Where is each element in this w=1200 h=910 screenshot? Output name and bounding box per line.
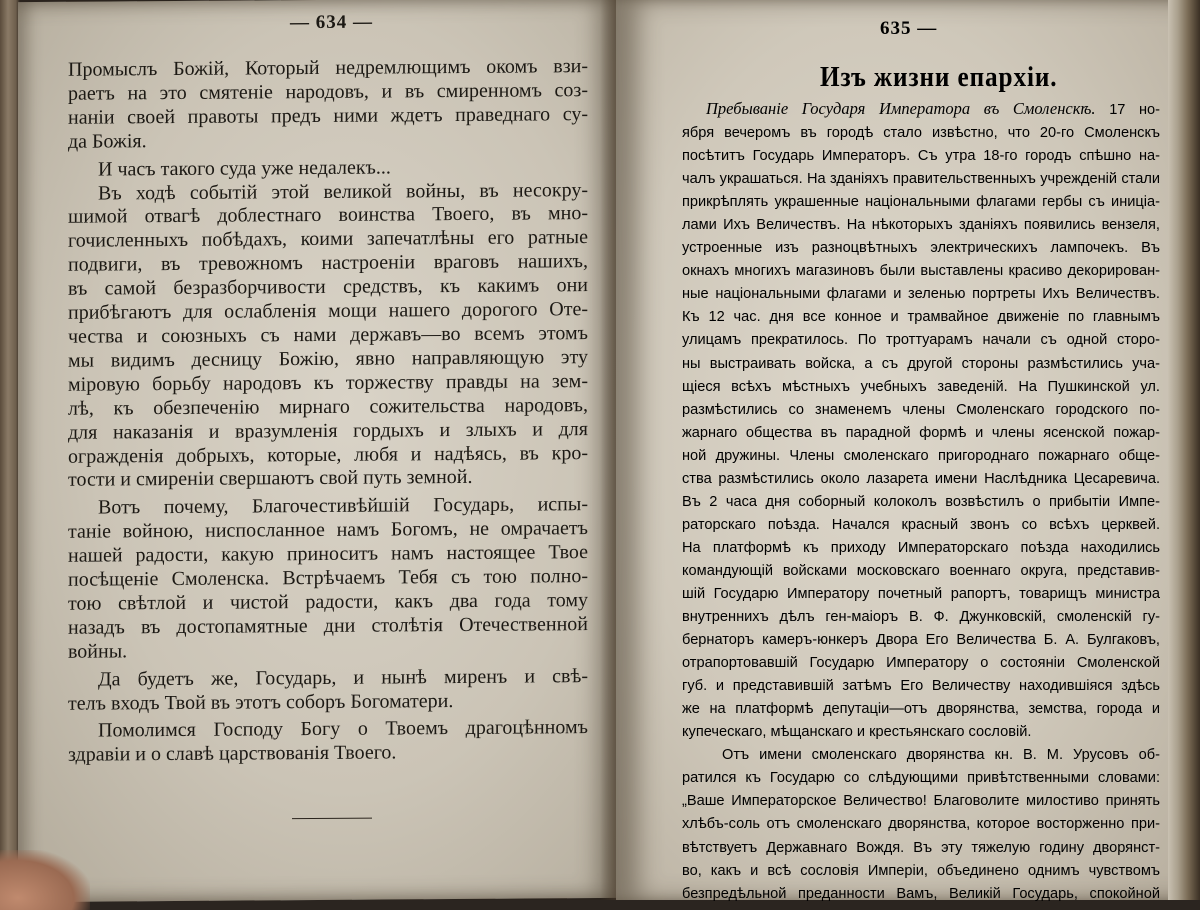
text-line: купеческаго, мѣщанскаго и крестьянскаго сословій. — [682, 724, 1032, 741]
text-line: назадъ въ достопамятные дни столѣтія Отечественной — [68, 612, 588, 639]
text-line: Отъ имени смоленскаго дворянства кн. В. М. Урусовъ об- — [722, 747, 1160, 764]
page-stack-edge — [1168, 0, 1200, 900]
text-line: тости и смиреніи свершаютъ свой путь земной. — [68, 466, 473, 492]
text-line: бернаторъ камеръ-юнкеръ Двора Его Величества Б. А. Булгаковъ, — [682, 632, 1160, 649]
text-line: раторскаго поѣзда. Начался красный звонъ со всѣхъ церквей. — [682, 516, 1160, 533]
text-line: чества и союзныхъ съ нами державъ—во всемъ этомъ — [68, 322, 588, 348]
text-line: „Ваше Императорское Величество! Благоволите милостиво принять — [682, 793, 1160, 810]
text-line: тою свѣтлой и чистой радости, какъ два года тому — [68, 589, 588, 615]
left-page-number: — 634 — — [290, 11, 373, 34]
text-line: здравіи и о славѣ царствованія Твоего. — [68, 741, 397, 767]
text-line: мы видимъ десницу Божію, явно направляющую эту — [68, 345, 588, 372]
text-line: командующій войсками московскаго военнаго округа, представив- — [682, 562, 1160, 579]
text-line: губ. и представившій затѣмъ Его Величеству находившіяся здѣсь — [682, 678, 1160, 695]
text-line: чалъ украшаться. На зданіяхъ правительственныхъ учрежденій стали — [682, 171, 1160, 188]
end-rule — [292, 818, 372, 820]
text-line: во, какъ и всѣ сословія Имперіи, объединено однимъ чувствомъ — [682, 862, 1160, 879]
text-line: ября вечеромъ въ городѣ стало извѣстно, что 20-го Смоленскъ — [682, 125, 1160, 142]
text-line: окнахъ многихъ магазиновъ были выставлены красиво декорирован- — [682, 263, 1160, 280]
text-line: лѣ, къ обезпеченію мирнаго сожительства народовъ, — [68, 393, 588, 420]
right-page-body — [682, 97, 1160, 906]
thumb — [0, 850, 90, 910]
text-line: безпредѣльной преданности Вамъ, Великій Государь, спокойной — [682, 885, 1160, 902]
text-line: да Божія. — [68, 129, 147, 153]
text-line: ства размѣстились около лазарета имени Наслѣдника Цесаревича. — [682, 470, 1160, 487]
text-line: телъ входъ Твой въ этотъ соборъ Богоматери. — [68, 689, 454, 715]
text-line: внутреннихъ дѣлъ ген-маіоръ В. Ф. Джунковскій, смоленскій гу- — [682, 609, 1160, 626]
text-line: ны выстраивать войска, а съ другой стороны размѣстились уча- — [682, 355, 1160, 372]
text-line: міровую борьбу народовъ къ торжеству правды на зем- — [68, 369, 588, 396]
subheading-continuation: 17 но- — [1109, 102, 1160, 118]
text-line: И часъ такого суда уже недалекъ... — [98, 156, 391, 181]
text-line: Въ 2 часа дня соборный колоколъ возвѣстилъ о прибытіи Импе- — [682, 493, 1160, 510]
text-line: ной дружины. Члены смоленскаго пригороднаго пожарнаго обще- — [682, 447, 1160, 464]
text-line: шій Государю Императору почетный рапортъ, товарищъ министра — [682, 585, 1160, 602]
text-line: устроенные изъ разноцвѣтныхъ электрическихъ лампочекъ. Въ — [682, 240, 1160, 257]
text-line: ные національными флагами и зеленью портреты Ихъ Величествъ. — [682, 286, 1160, 303]
subheading-line — [682, 97, 1160, 122]
text-line: же на платформѣ депутаціи—отъ дворянства, земства, города и — [682, 701, 1160, 718]
text-line: огражденія добрыхъ, которые, любя и надѣясь, въ кро- — [68, 441, 588, 468]
text-line: улицамъ прекратилось. По троттуарамъ начали съ одной сторо- — [682, 332, 1160, 349]
subheading: Пребываніе Государя Императора въ Смоленскѣ. — [706, 99, 1096, 118]
text-line: Къ 12 час. дня все конное и трамвайное движеніе по главнымъ — [682, 309, 1160, 326]
text-line: хлѣбъ-соль отъ смоленскаго дворянства, которое восторженно при- — [682, 816, 1160, 833]
text-line: размѣстились со знаменемъ члены Смоленскаго городского по- — [682, 401, 1160, 418]
left-page — [18, 0, 616, 902]
text-line: раетъ на это смятеніе народовъ, и въ смиренномъ соз- — [68, 79, 588, 105]
text-line: жарнаго общества въ парадной формѣ и члены ясенской пожар- — [682, 424, 1160, 441]
text-line: Въ ходѣ событій этой великой войны, въ несокру- — [98, 178, 588, 205]
text-line: для наказанія и вразумленія гордыхъ и злыхъ и для — [68, 417, 588, 444]
text-line: лами Ихъ Величествъ. На нѣкоторыхъ зданіяхъ появились вензеля, — [682, 217, 1160, 234]
left-page-body — [68, 55, 588, 768]
text-line: войны. — [68, 640, 128, 663]
text-line: Вотъ почему, Благочестивѣйшій Государь, испы- — [98, 493, 588, 519]
text-line: щіеся всѣхъ мѣстныхъ учебныхъ заведеній. На Пушкинской ул. — [682, 378, 1160, 395]
text-line: наніи своей правоты предъ ними ждетъ праведнаго су- — [68, 102, 588, 129]
section-heading: Изъ жизни епархіи. — [820, 62, 1058, 93]
text-line: нашей радости, какую приноситъ намъ настоящее Твое — [68, 541, 588, 567]
text-line: Промыслъ Божій, Который недремлющимъ окомъ взи- — [68, 55, 588, 81]
text-line: таніе войною, ниспосланное намъ Богомъ, не омрачаетъ — [68, 517, 588, 543]
text-line: посѣщеніе Смоленска. Встрѣчаемъ Тебя съ тою полно- — [68, 565, 588, 591]
text-line: прибѣгаютъ для ослабленія мощи нашего дорогого Оте- — [68, 298, 588, 324]
text-line: отрапортовавшій Государю Императору о состояніи Смоленской — [682, 655, 1160, 672]
text-line: въ самой безразборчивости средствъ, къ какимъ они — [68, 274, 588, 300]
text-line: посѣтитъ Государь Императоръ. Съ утра 18-го городъ спѣшно на- — [682, 148, 1160, 165]
text-line: На платформѣ къ приходу Императорскаго поѣзда находились — [682, 539, 1160, 556]
right-page-number: 635 — — [880, 18, 938, 39]
text-line: Помолимся Господу Богу о Твоемъ драгоцѣнномъ — [98, 716, 588, 742]
text-line: Да будетъ же, Государь, и нынѣ миренъ и свѣ- — [98, 664, 588, 691]
text-line: прикрѣплять украшенные національными флагами гербы съ иниціа- — [682, 194, 1160, 211]
text-line: гочисленныхъ побѣдахъ, коими запечатлѣны его ратные — [68, 226, 588, 253]
text-line: ратился къ Государю со слѣдующими привѣтственными словами: — [682, 770, 1160, 787]
text-line: подвиги, въ тревожномъ настроеніи враговъ нашихъ, — [68, 250, 588, 276]
text-line: вѣтствуетъ Державнаго Вождя. Въ эту тяжелую годину дворянст- — [682, 839, 1160, 856]
text-line: шимой отвагѣ доблестнаго воинства Твоего, въ мно- — [68, 202, 588, 229]
